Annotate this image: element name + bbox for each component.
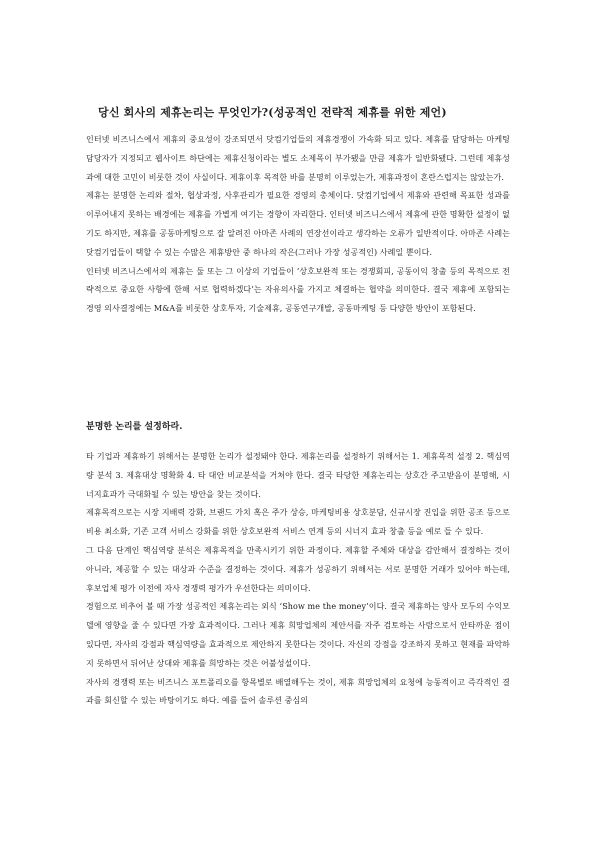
paragraph: 인터넷 비즈니스에서의 제휴는 둘 또는 그 이상의 기업들이 ‘상호보완적 또는 경쟁회피, 공동이익 창출 등의 목적으로 전략적으로 중요한 사항에 한해 서로 협력하겠다’는 자유의사를 가지고 체결하는 협약을 의미한다. 결국 제휴에 포함되는 경영 의사결정에는 M&A를 비롯한 상호투자, 기술제휴, 공동연구개발, 공동마케팅 등 다양한 방안이 포함된다. bbox=[86, 266, 510, 314]
section-heading: 분명한 논리를 설정하라. bbox=[86, 422, 183, 432]
paragraph: 제휴목적으로는 시장 지배력 강화, 브랜드 가치 혹은 주가 상승, 마케팅비용 상호분담, 신규시장 진입을 위한 공조 등으로 비용 최소화, 기존 고객 서비스 강화를 위한 상호보완적 서비스 연계 등의 시너지 효과 창출 등을 예로 들 수 있다. bbox=[86, 508, 510, 537]
paragraph: 제휴는 분명한 논리와 절차, 협상과정, 사후관리가 필요한 경영의 총체이다. 닷컴기업에서 제휴와 관련해 목표한 성과를 이루어내지 못하는 배경에는 제휴를 가볍게 여기는 경향이 자리한다. 인터넷 비즈니스에서 제휴에 관한 명확한 설정이 없기도 하지만, 제휴를 공동마케팅으로 잘 알려진 아마존 사례의 연장선이라고 생각하는 오류가 일반적이다. 아마존 사례는 닷컴기업들이 택할 수 있는 수많은 제휴방안 중 하나의 작은(그러나 가장 성공적인) 사례일 뿐이다. bbox=[86, 191, 510, 257]
paragraph: 자사의 경쟁력 또는 비즈니스 포트폴리오를 항목별로 배열해두는 것이, 제휴 희망업체의 요청에 능동적이고 즉각적인 결과를 회신할 수 있는 바탕이기도 하다. 예를 들어 솔루션 중심의 bbox=[86, 677, 510, 706]
paragraph: 인터넷 비즈니스에서 제휴의 중요성이 강조되면서 닷컴기업들의 제휴경쟁이 가속화 되고 있다. 제휴를 담당하는 마케팅 담당자가 지정되고 웹사이트 하단에는 제휴신청이라는 별도 소제목이 부가됐을 만큼 제휴가 일반화됐다. 그런데 제휴성과에 대한 고민이 비롯한 것이 사실이다. 제휴이후 목적한 바를 분명히 이루었는가, 제휴과정이 혼란스럽지는 않았는가. bbox=[86, 135, 510, 182]
document-title: 당신 회사의 제휴논리는 무엇인가?(성공적인 전략적 제휴를 위한 제언) bbox=[98, 106, 447, 119]
intro-section bbox=[86, 131, 510, 319]
paragraph: 그 다음 단계인 핵심역량 분석은 제휴목적을 만족시키기 위한 과정이다. 제휴할 주체와 대상을 감안해서 결정하는 것이 아니라, 제공할 수 있는 대상과 수준을 결정하는 것이다. 제휴가 성공하기 위해서는 서로 분명한 거래가 있어야 하는데, 후보업체 평가 이전에 자사 경쟁력 평가가 우선한다는 의미이다. bbox=[86, 545, 510, 593]
paragraph: 타 기업과 제휴하기 위해서는 분명한 논리가 설정돼야 한다. 제휴논리를 설정하기 위해서는 1. 제휴목적 설정 2. 핵심역량 분석 3. 제휴대상 명확화 4. 타 대안 비교분석을 거쳐야 한다. 결국 타당한 제휴논리는 상호간 주고받음이 분명해, 시너지효과가 극대화될 수 있는 방안을 찾는 것이다. bbox=[86, 452, 510, 499]
logic-section bbox=[86, 448, 510, 711]
paragraph: 경험으로 비추어 볼 때 가장 성공적인 제휴논리는 외식 ‘Show me the money’이다. 결국 제휴하는 양사 모두의 수익모델에 영향을 줄 수 있다면 가장 효과적이다. 그러나 제휴 희망업체의 제안서를 자주 검토하는 사람으로서 안타까운 점이 있다면, 자사의 강점과 핵심역량을 효과적으로 제안하지 못한다는 것이다. 자신의 강점을 강조하지 못하고 현재를 파악하지 못하면서 뒤어난 상대와 제휴를 희망하는 것은 어불성설이다. bbox=[86, 602, 510, 668]
